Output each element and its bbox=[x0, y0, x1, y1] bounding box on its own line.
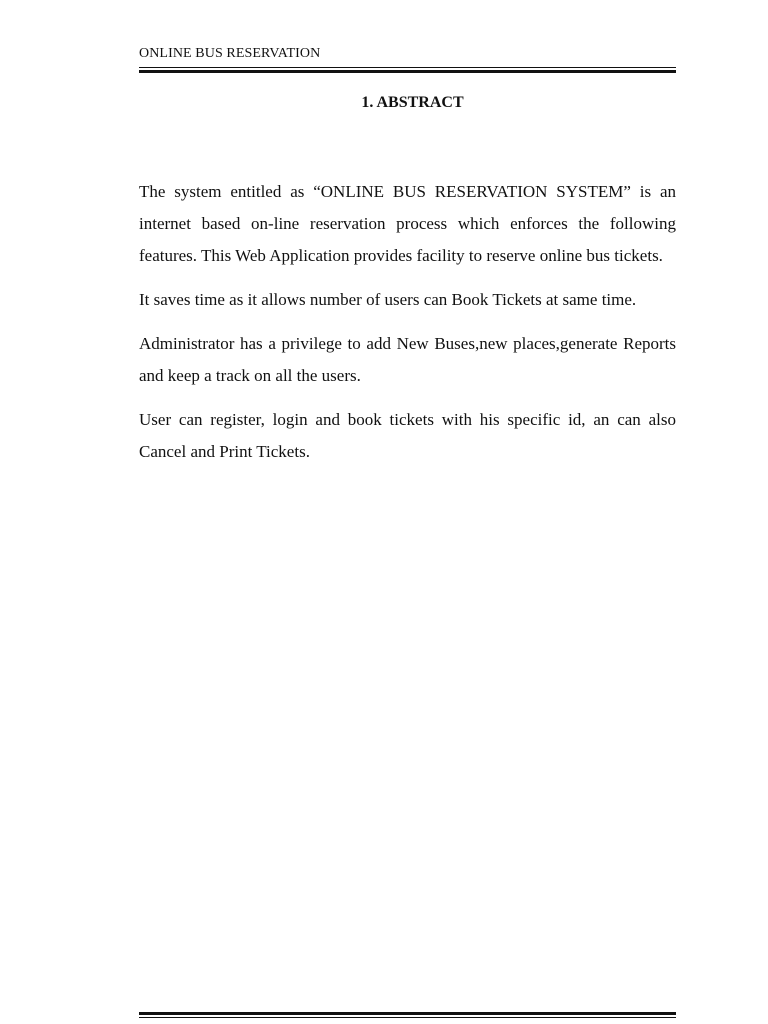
paragraph: The system entitled as “ONLINE BUS RESERVATION SYSTEM” is an internet based on-line reservation process which enforces the following features. This Web Application provides facility to reserve online bus tickets. bbox=[139, 182, 676, 265]
header-rule-thick bbox=[139, 70, 676, 73]
abstract-body bbox=[139, 176, 676, 480]
running-header: ONLINE BUS RESERVATION bbox=[139, 46, 321, 61]
header-rule-thin bbox=[139, 67, 676, 68]
paragraph: User can register, login and book tickets with his specific id, an can also Cancel and Print Tickets. bbox=[139, 410, 676, 461]
paragraph: Administrator has a privilege to add New Buses,new places,generate Reports and keep a track on all the users. bbox=[139, 334, 676, 385]
section-title: 1. ABSTRACT bbox=[361, 94, 464, 111]
footer-rule-thick bbox=[139, 1012, 676, 1015]
paragraph: It saves time as it allows number of users can Book Tickets at same time. bbox=[139, 290, 637, 309]
footer-rule-thin bbox=[139, 1017, 676, 1018]
